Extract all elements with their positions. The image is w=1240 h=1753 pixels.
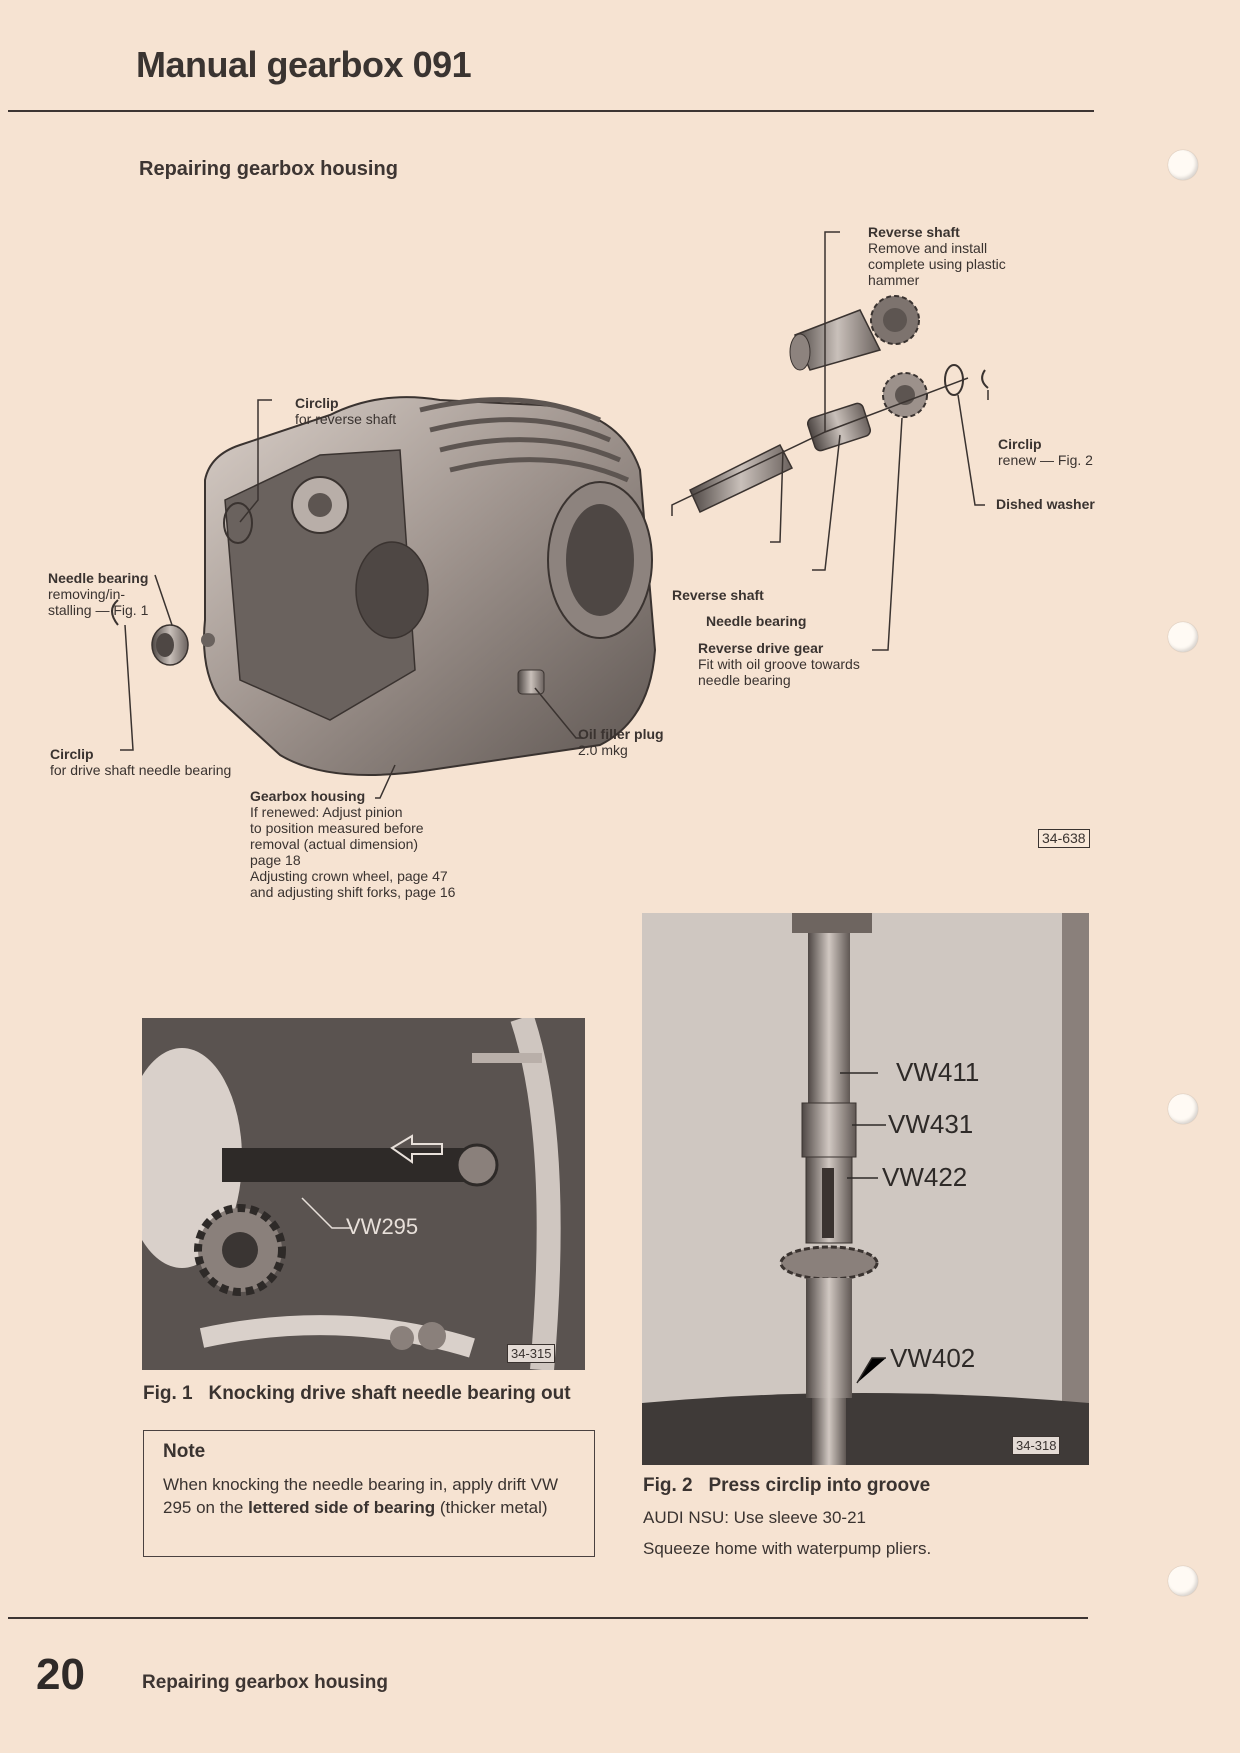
label-oil-filler-plug: Oil filler plug 2.0 mkg xyxy=(578,726,664,758)
note-text: When knocking the needle bearing in, apply drift VW 295 on the lettered side of bearing (thicker metal) xyxy=(163,1475,559,1517)
gearbox-housing-drawing xyxy=(204,397,655,775)
binder-hole xyxy=(1168,1094,1198,1124)
fig2-caption: Fig. 2 Press circlip into groove xyxy=(643,1475,931,1496)
footer-section-title: Repairing gearbox housing xyxy=(142,1672,388,1693)
exploded-diagram xyxy=(0,200,1240,900)
label-circlip-drive: Circlip for drive shaft needle bearing xyxy=(50,746,232,778)
fig1-tool-label: VW295 xyxy=(346,1214,419,1239)
section-heading: Repairing gearbox housing xyxy=(139,158,398,180)
fig2-tool-vw402: VW402 xyxy=(890,1343,976,1373)
binder-hole xyxy=(1168,150,1198,180)
label-reverse-shaft-top: Reverse shaft Remove and install complete using plastic hammer xyxy=(868,224,1006,288)
fig2-photo xyxy=(642,913,1089,1465)
footer-rule xyxy=(8,1617,1088,1619)
note-heading: Note xyxy=(163,1441,206,1462)
fig2-tool-vw411: VW411 xyxy=(896,1057,980,1087)
label-needle-bearing-left: Needle bearing removing/in- stalling — Fig. 1 xyxy=(48,570,149,618)
label-gearbox-housing: Gearbox housing If renewed: Adjust pinion to position measured before removal (actual dimension) page 18 Adjusting crown wheel, page 47 and adjusting shift forks, page 16 xyxy=(250,788,456,900)
fig1-illustration xyxy=(142,1018,585,1370)
label-needle-bearing-mid: Needle bearing xyxy=(706,613,807,629)
fig1-photo xyxy=(142,1018,585,1370)
note-box xyxy=(143,1430,595,1557)
label-reverse-shaft-mid: Reverse shaft xyxy=(672,587,764,603)
fig1-caption: Fig. 1 Knocking drive shaft needle bearing out xyxy=(143,1383,571,1404)
diagram-ref-number: 34-638 xyxy=(1038,829,1090,848)
fig2-tool-vw422: VW422 xyxy=(882,1162,968,1192)
label-circlip-renew: Circlip renew — Fig. 2 xyxy=(998,436,1093,468)
page-number: 20 xyxy=(36,1650,85,1699)
fig1-ref-number: 34-315 xyxy=(507,1344,555,1363)
fig2-illustration xyxy=(642,913,1089,1465)
label-dished-washer: Dished washer xyxy=(996,496,1095,512)
label-reverse-drive-gear: Reverse drive gear Fit with oil groove towards needle bearing xyxy=(698,640,860,688)
fig2-ref-number: 34-318 xyxy=(1012,1436,1060,1455)
header-rule xyxy=(8,110,1094,112)
fig2-tool-vw431: VW431 xyxy=(888,1109,974,1139)
page-title: Manual gearbox 091 xyxy=(136,44,472,85)
reverse-shaft-top-drawing xyxy=(790,296,919,370)
fig2-line1: AUDI NSU: Use sleeve 30-21 xyxy=(643,1508,866,1527)
binder-hole xyxy=(1168,1566,1198,1596)
fig2-line2: Squeeze home with waterpump pliers. xyxy=(643,1539,932,1558)
label-circlip-reverse: Circlip for reverse shaft xyxy=(295,395,397,427)
